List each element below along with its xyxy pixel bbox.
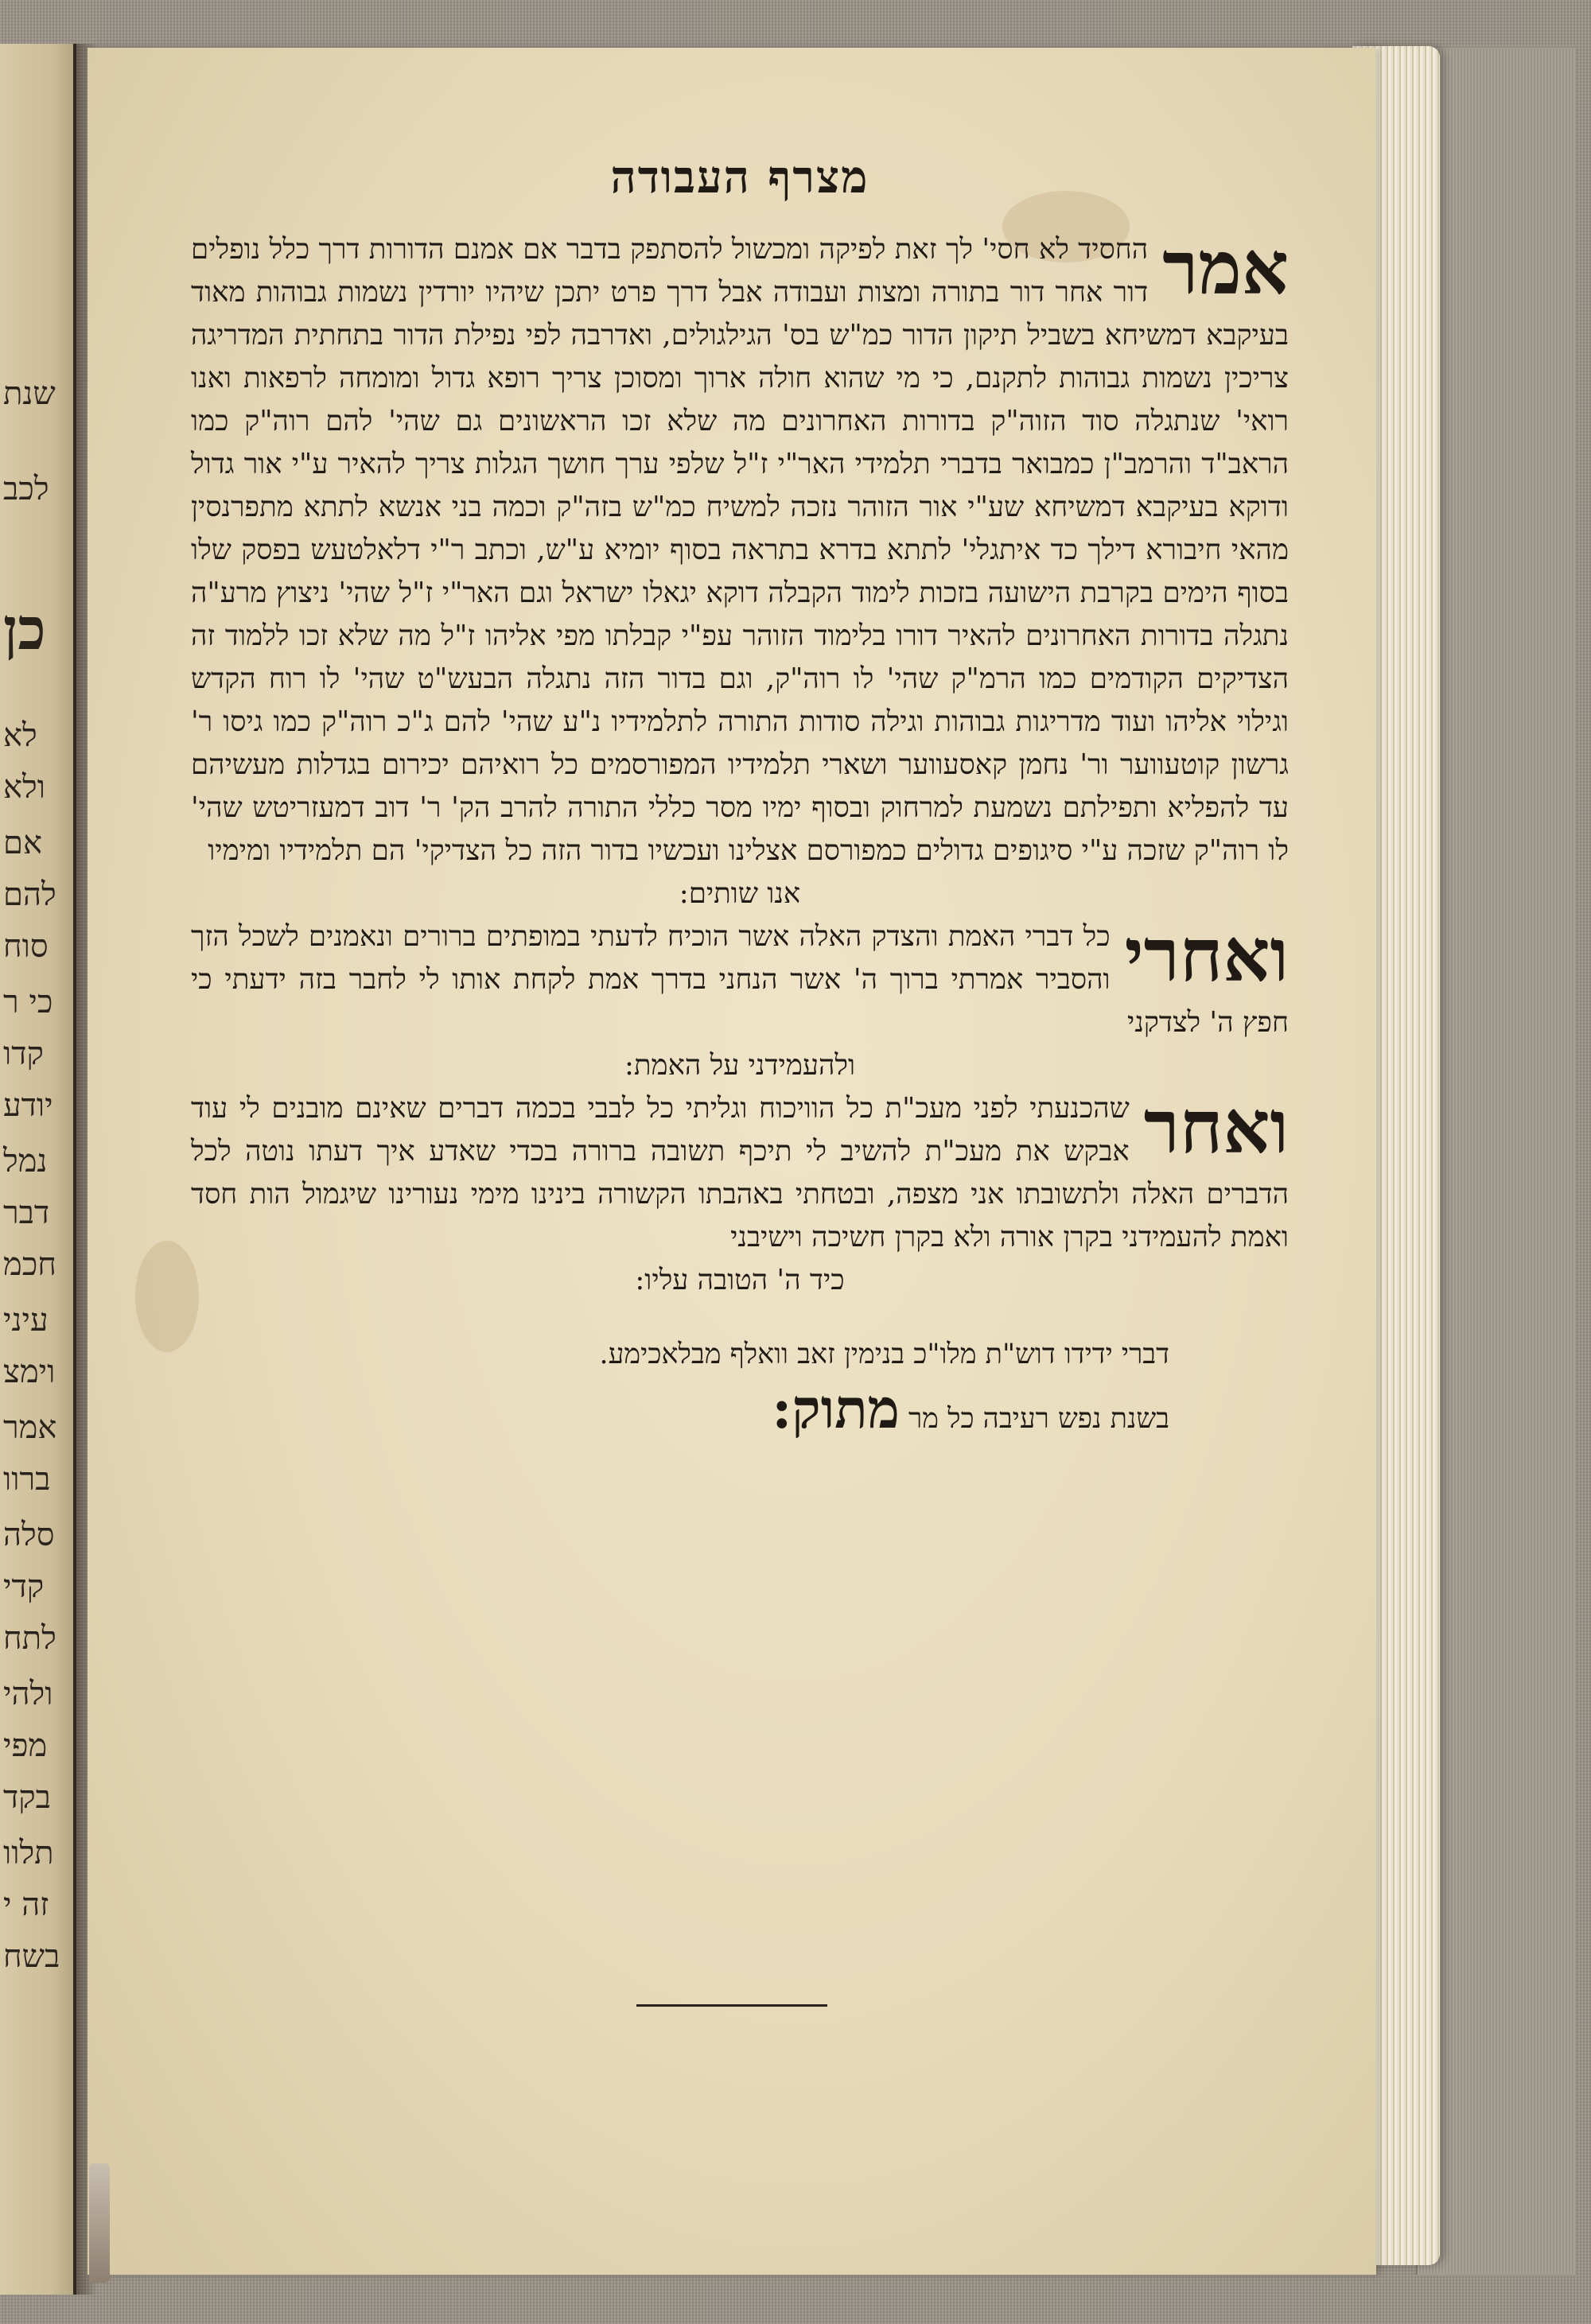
page-title: מצרף העבודה [610,151,869,204]
left-page-fragment: בשח [3,1938,60,1975]
left-page-fragment: יודע [3,1087,53,1124]
paper-stain [135,1241,199,1352]
left-page-fragment: סלה [3,1517,55,1553]
left-page-fragment: וימצ [3,1354,56,1390]
left-page-fragment: לא [3,717,37,754]
closing-rule [636,2004,827,2007]
opening-word: ואחר [1143,1084,1289,1171]
left-page-fragment: להם [3,876,56,913]
left-page-fragment: ולא [3,769,45,806]
left-page-fragment: דבר [3,1195,50,1231]
left-page-fragment: קדו [3,1036,44,1072]
left-page-fragment: קדי [3,1568,45,1605]
paragraph [191,912,1289,1044]
paragraph [191,1084,1289,1259]
paragraph-end: ולהעמידני על האמת: [624,1049,856,1082]
left-page-fragment: סוח [3,928,49,965]
left-page-fragment: מפי [3,1727,48,1764]
left-page-fragment: כן [3,595,46,663]
left-page-fragment: כי ר [3,984,53,1020]
paragraph-end: כיד ה' הטובה עליו: [635,1264,845,1297]
left-page-fragment: לתח [3,1620,56,1657]
paragraph-text: החסיד לא חסי' לך זאת לפיקה ומכשול להסתפק בדבר אם אמנם הדורות דרך כלל נופלים דור אחר דור בתורה ומצות ועבודה אבל דרך פרט יתכן שיהיו יורדין נשמות גבוהות מאוד בעיקבא דמשיחא בשביל תיקון הדור כמ"ש בס' הגילגולים, ואדרבה לפי נפילת הדור בתחתית המדריגה צריכין נשמות גבוהות לתקנם, כי מי שהוא חולה ארוך ומסוכן צריך רופא גדול ומומחה לרפאות ואנו רואי' שנתגלה סוד הזוה"ק בדורות האחרונים מה שלא זכו הראשונים גם שהי' להם רוה"ק כמו הראב"ד והרמב"ן כמבואר בדברי תלמידי האר"י ז"ל שלפי ערך חושך הגלות צריך להאיר ע"י אור גדול ודוקא בעיקבא דמשיחא שע"י אור הזוהר נזכה למשיח כמ"ש בזה"ק וכמה בני אנשא לתתא מתפרנסין מהאי חיבורא דילך כד איתגלי' לתתא בדרא בתראה בסוף יומיא ע"ש, וכתב ר"י דלאלטעש בפסק שלו בסוף הימים בקרבת הישועה בזכות לימוד הקבלה דוקא יגאלו ישראל וגם האר"י ז"ל שהי' ניצוץ מרע"ה נתגלה בדורות האחרונים להאיר דורו בלימוד הזוהר עפ"י קבלתו מפי אליהו ז"ל מה שלא זכו ללמוד זה הצדיקים הקודמים כמו הרמ"ק שהי' לו רוה"ק, וגם בדור הזה נתגלה הבעש"ט שהי' לו רוח הקדש וגילוי אליהו ועוד מדריגות גבוהות וגילה סודות התורה לתלמידיו נ"ע שהי' להם ג"כ רוה"ק כמו גיסו ר' גרשון קוטעווער ור' נחמן קאסעווער ושארי תלמידיו המפורסמים כל רואיהם יכירום בגדלות מעשיהם עד להפליא ותפילתם נשמעת למרחוק ובסוף ימיו מסר כללי התורה להרב הק' ר' דוב דמעזריטש שהי' לו רוה"ק שזכה ע"י סיגופים גדולים כמפורסם אצלינו ועכשיו בדור הזה כל הצדיקי' הם תלמידיו ומימיו [191,233,1289,868]
opening-word: ואחרי [1124,912,1289,999]
paragraph-text: שהכנעתי לפני מעכ"ת כל הוויכוח וגליתי כל לבבי בכמה דברים שאינם מובנים לי עוד אבקש את מעכ"ת להשיב לי תיכף תשובה ברורה בכדי שאדע איך דעתו נוטה לכל הדברים האלה ולתשובתו אני מצפה, ובטחתי באהבתו הקשורה בינינו מימי נעורינו שיגמול הות חסד ואמת להעמידני בקרן אורה ולא בקרן חשיכה וישיבני [191,1092,1289,1254]
closing-blessing [191,1378,1289,1447]
left-page-fragment: לכב [3,471,49,507]
left-page-fragment: אם [3,825,42,861]
bookmark-ribbon [89,2163,110,2283]
page-text [191,151,1289,1447]
left-page-fragment: בקד [3,1779,51,1816]
paragraph [191,225,1289,872]
left-page-fragment: עיני [3,1302,49,1339]
paragraph-text: כל דברי האמת והצדק האלה אשר הוכיח לדעתי במופתים ברורים ונאמנים לשכל הזך והסביר אמרתי ברוך ה' אשר הנחני בדרך אמת לקחת אותו לי לחבר בזה ידעתי כי חפץ ה' לצדקני [191,920,1289,1040]
paragraph-end: אנו שותים: [679,877,801,911]
opening-word: אמר [1162,225,1289,312]
left-page-fragment: שנת [3,375,56,412]
right-page [88,48,1376,2275]
left-page-fragment: נמל [3,1143,48,1179]
blessing-text: בשנת נפש רעיבה כל מר [908,1403,1169,1436]
left-page-fragment: ברוו [3,1461,51,1498]
signature-line: דברי ידידו דוש"ת מלו"כ בנימין זאב וואלף מבלאכימע. [599,1339,1169,1371]
cover-board [1416,48,1577,2275]
left-facing-page [0,44,76,2295]
left-page-fragment: ולהי [3,1676,53,1712]
left-page-fragment: זה י [3,1887,49,1923]
left-page-fragment: אמר [3,1409,57,1446]
left-page-fragment: תלוו [3,1835,54,1871]
left-page-fragment: חכמ [3,1246,56,1283]
blessing-word: מתוק: [772,1378,900,1442]
